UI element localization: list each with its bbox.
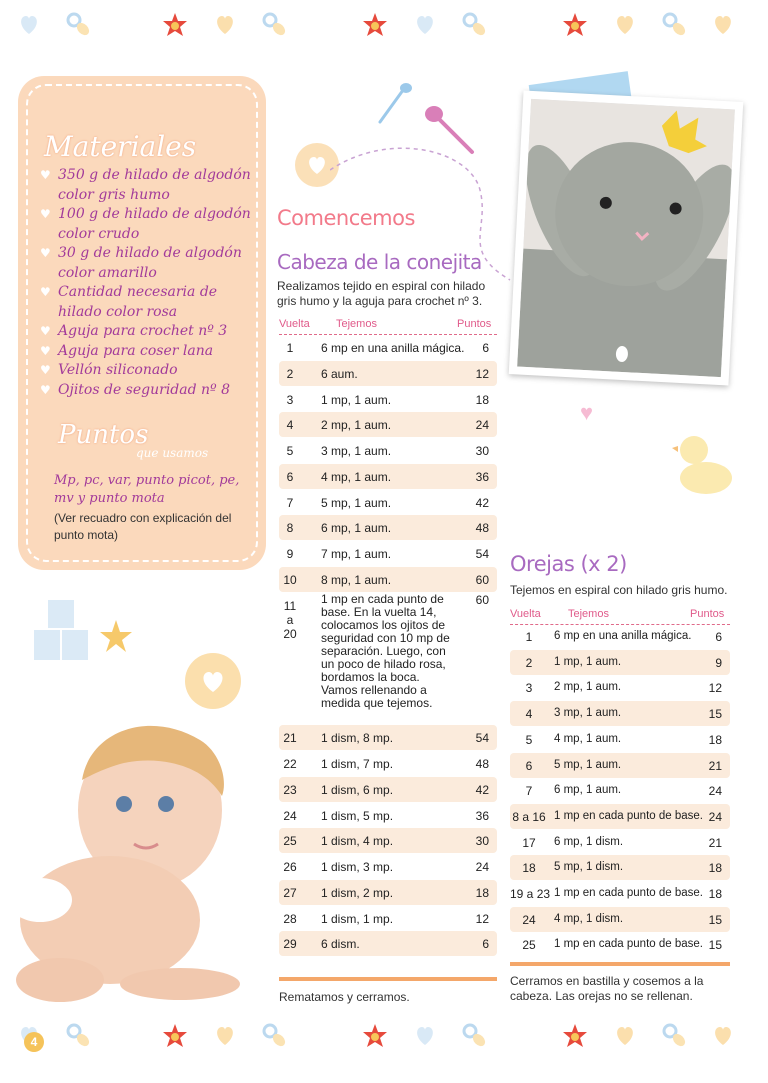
table-row — [279, 593, 497, 725]
round-cell: 10 — [283, 572, 297, 587]
stitches-cell: 42 — [475, 495, 489, 510]
material-item: ♥ Ojitos de seguridad nº 8 — [40, 381, 230, 398]
stitches-cell: 54 — [475, 547, 489, 561]
stitches-cell: 6 — [482, 341, 489, 355]
round-cell: 5 — [286, 444, 294, 458]
round-cell: 28 — [283, 911, 297, 926]
stitches-cell: 60 — [475, 572, 489, 587]
work-cell: 1 mp en cada punto de base. — [554, 809, 703, 822]
table-row — [279, 906, 497, 931]
round-cell: 3 — [525, 681, 533, 696]
table-row — [510, 881, 730, 906]
work-cell: 6 mp en una anilla mágica. — [321, 341, 465, 355]
heart-icon — [612, 1023, 638, 1049]
work-cell: 1 dism, 3 mp. — [321, 860, 394, 874]
work-cell: 3 mp, 1 aum. — [554, 707, 622, 720]
round-cell: 6 — [286, 469, 294, 484]
work-cell: 1 dism, 7 mp. — [321, 757, 394, 771]
table-row — [510, 727, 730, 752]
round-cell: 23 — [283, 782, 297, 797]
table-row — [279, 803, 497, 828]
stitches-cell: 42 — [475, 782, 489, 797]
round-cell: 1 — [286, 341, 294, 355]
page-number: 4 — [24, 1032, 44, 1052]
round-cell: 6 — [525, 758, 533, 773]
table-row — [510, 753, 730, 778]
table-row — [279, 777, 497, 802]
work-cell: 5 mp, 1 aum. — [321, 495, 392, 510]
work-cell: 1 mp en cada punto de base. — [554, 938, 703, 951]
round-cell: 9 — [286, 547, 294, 561]
heart-icon — [612, 12, 638, 38]
round-cell: 2 — [286, 366, 294, 381]
table-row — [279, 438, 497, 463]
stitches-cell: 24 — [708, 784, 722, 799]
pacifier-icon — [662, 1023, 688, 1049]
stitches-cell: 21 — [708, 758, 722, 773]
stitches-cell: 30 — [475, 444, 489, 458]
material-item: ♥ Vellón siliconado — [40, 362, 178, 378]
work-cell: 1 dism, 6 mp. — [321, 782, 394, 797]
round-cell: 24 — [283, 808, 297, 823]
work-cell: 2 mp, 1 aum. — [321, 418, 392, 433]
table-row — [279, 515, 497, 540]
round-cell: 21 — [283, 731, 297, 746]
work-cell: 4 mp, 1 dism. — [554, 912, 624, 925]
top-decoration-strip — [0, 12, 768, 56]
work-cell: 5 mp, 1 aum. — [554, 758, 622, 771]
material-item: ♥ Aguja para coser lana — [40, 342, 214, 359]
round-cell: 24 — [522, 912, 536, 927]
work-cell: 6 mp, 1 aum. — [321, 521, 392, 536]
round-cell: 26 — [283, 860, 297, 874]
work-cell: 5 mp, 1 dism. — [554, 861, 624, 874]
pacifier-icon — [262, 1023, 288, 1049]
stitches-cell: 18 — [708, 887, 722, 901]
ears-section-title: Orejas (x 2) — [510, 552, 627, 576]
material-item: ♥ 30 g de hilado de algodón color amarillo — [40, 245, 242, 281]
table-row — [510, 907, 730, 932]
stitches-cell: 48 — [475, 757, 489, 771]
table-row — [510, 701, 730, 726]
work-cell: 4 mp, 1 aum. — [321, 469, 392, 484]
material-item: ♥ 350 g de hilado de algodón color gris humo — [40, 167, 251, 203]
round-cell: 4 — [286, 418, 294, 433]
stitches-cell: 24 — [475, 860, 489, 874]
round-cell: 18 — [522, 861, 536, 876]
stitches-subtitle: que usamos — [136, 446, 209, 460]
head-section-title: Cabeza de la conejita — [277, 250, 482, 274]
star-face-icon — [362, 12, 388, 38]
stitches-cell: 12 — [475, 911, 489, 926]
stitches-cell: 18 — [475, 392, 489, 407]
table-row — [279, 931, 497, 956]
stitches-cell: 12 — [475, 366, 489, 381]
stitches-cell: 6 — [715, 630, 722, 644]
table-row — [279, 361, 497, 386]
pacifier-icon — [262, 12, 288, 38]
work-cell: 6 aum. — [321, 366, 358, 381]
work-cell: 6 dism. — [321, 937, 360, 952]
work-cell: 1 dism, 8 mp. — [321, 731, 394, 746]
heart-icon — [710, 1023, 736, 1049]
stitches-cell: 18 — [708, 732, 722, 747]
work-cell: 1 mp, 1 aum. — [554, 655, 622, 668]
pacifier-icon — [662, 12, 688, 38]
round-cell: 8 — [286, 521, 294, 536]
work-cell: 1 mp en cada punto de base. — [554, 887, 703, 899]
table-row — [510, 830, 730, 855]
table-row — [279, 541, 497, 566]
round-cell: 27 — [283, 885, 297, 900]
heart-icon — [16, 12, 42, 38]
round-cell: 17 — [522, 835, 536, 850]
star-face-icon — [562, 1023, 588, 1049]
column-header: Vuelta — [279, 318, 310, 330]
column-header: Puntos — [457, 318, 492, 330]
round-cell: 25 — [283, 834, 297, 849]
column-header: Puntos — [690, 608, 725, 620]
round-cell: 29 — [283, 937, 297, 952]
pacifier-icon — [66, 1023, 92, 1049]
round-cell: 7 — [286, 495, 294, 510]
round-cell: 8 a 16 — [512, 809, 546, 824]
material-item: ♥ Cantidad necesaria de hilado color rosa — [40, 284, 218, 320]
star-face-icon — [162, 12, 188, 38]
table-row — [510, 855, 730, 880]
heart-icon — [212, 12, 238, 38]
head-table-bottom-bar — [279, 977, 497, 981]
star-face-icon — [162, 1023, 188, 1049]
stitches-cell: 12 — [708, 681, 722, 696]
stitches-cell: 54 — [475, 731, 489, 746]
heart-icon — [412, 12, 438, 38]
pacifier-icon — [462, 1023, 488, 1049]
stitches-cell: 48 — [475, 521, 489, 536]
pacifier-icon — [66, 12, 92, 38]
stitches-note: (Ver recuadro con explicación del punto mota) — [54, 511, 232, 542]
table-row — [510, 932, 730, 957]
table-row — [279, 335, 497, 360]
work-cell: 1 mp en cada punto de base. En la vuelta 14, colocamos los ojitos de seguridad con 10 mp de separación. Luego, con un poco de hilado rosa, bordamos la boca. Vamos rellenando a medida que tejemos. — [321, 591, 450, 710]
table-row — [279, 412, 497, 437]
work-cell: 1 dism, 2 mp. — [321, 885, 394, 900]
begin-heading: Comencemos — [277, 206, 415, 230]
stitches-cell: 24 — [475, 418, 489, 433]
work-cell: 1 dism, 4 mp. — [321, 834, 394, 849]
bunny-photo — [509, 90, 744, 385]
table-row — [510, 650, 730, 675]
table-row — [279, 751, 497, 776]
table-row — [510, 624, 730, 649]
table-header — [510, 606, 730, 625]
work-cell: 7 mp, 1 aum. — [321, 547, 392, 561]
heart-icon — [710, 12, 736, 38]
pacifier-icon — [462, 12, 488, 38]
stitches-cell: 30 — [475, 834, 489, 849]
ears-table-bottom-bar — [510, 962, 730, 966]
round-cell: 22 — [283, 757, 297, 771]
round-cell: 3 — [286, 392, 294, 407]
table-row — [510, 778, 730, 803]
work-cell: 6 mp, 1 dism. — [554, 835, 624, 848]
head-closing: Rematamos y cerramos. — [279, 990, 410, 1004]
stitches-cell: 18 — [475, 885, 489, 900]
abc-blocks-icon — [32, 600, 136, 666]
round-cell: 5 — [525, 732, 533, 747]
round-cell: 4 — [525, 707, 533, 722]
table-row — [279, 880, 497, 905]
materials-title: Materiales — [44, 130, 197, 163]
table-row — [279, 464, 497, 489]
round-cell: 2 — [525, 655, 533, 670]
table-row — [510, 804, 730, 829]
round-cell: 11 a 20 — [283, 598, 297, 641]
bottom-decoration-strip — [0, 1023, 768, 1067]
material-item: ♥ Aguja para crochet nº 3 — [40, 323, 228, 339]
table-row — [279, 387, 497, 412]
column-header: Vuelta — [510, 608, 541, 620]
stitches-cell: 15 — [708, 938, 722, 953]
table-row — [279, 828, 497, 853]
work-cell: 2 mp, 1 aum. — [554, 681, 622, 694]
stitches-cell: 36 — [475, 808, 489, 823]
work-cell: 8 mp, 1 aum. — [321, 572, 392, 587]
table-header — [279, 316, 497, 335]
stitches-cell: 36 — [475, 469, 489, 484]
star-face-icon — [362, 1023, 388, 1049]
column-header: Tejemos — [568, 608, 609, 620]
table-row — [279, 567, 497, 592]
work-cell: 1 dism, 1 mp. — [321, 911, 394, 926]
material-item: ♥ 100 g de hilado de algodón color crudo — [40, 206, 251, 242]
table-row — [279, 490, 497, 515]
work-cell: 3 mp, 1 aum. — [321, 444, 392, 458]
heart-icon — [212, 1023, 238, 1049]
round-cell: 1 — [525, 630, 533, 644]
stitches-cell: 15 — [708, 707, 722, 722]
stitches-title: Puntos — [58, 420, 149, 450]
materials-box — [18, 76, 266, 570]
star-face-icon — [562, 12, 588, 38]
stitches-cell: 9 — [715, 655, 722, 670]
stitches-cell: 18 — [708, 861, 722, 876]
round-cell: 7 — [525, 784, 533, 799]
work-cell: 1 mp, 1 aum. — [321, 392, 392, 407]
round-cell: 25 — [522, 938, 536, 953]
heart-icon — [412, 1023, 438, 1049]
duck-icon — [672, 426, 734, 498]
bunny-illustration — [517, 99, 735, 377]
baby-photo — [0, 700, 262, 1012]
table-row — [279, 725, 497, 750]
work-cell: 6 mp en una anilla mágica. — [554, 630, 692, 642]
ears-closing: Cerramos en bastilla y cosemos a la cabeza. Las orejas no se rellenan. — [510, 974, 704, 1003]
head-intro: Realizamos tejido en espiral con hilado gris humo y la aguja para crochet nº 3. — [277, 279, 486, 308]
ears-intro: Tejemos en espiral con hilado gris humo. — [510, 583, 728, 597]
stitches-cell: 6 — [482, 937, 489, 952]
safety-pin-icon — [380, 83, 412, 122]
work-cell: 4 mp, 1 aum. — [554, 732, 622, 745]
heart-icon: ♥ — [580, 400, 594, 425]
stitches-text: Mp, pc, var, punto picot, pe, mv y punto mota — [54, 473, 240, 506]
work-cell: 1 dism, 5 mp. — [321, 808, 394, 823]
column-header: Tejemos — [336, 318, 377, 330]
stitches-cell: 24 — [708, 809, 722, 824]
stitches-cell: 21 — [708, 835, 722, 850]
materials-list — [40, 166, 260, 400]
table-row — [510, 675, 730, 700]
table-row — [279, 854, 497, 879]
stitches-cell: 60 — [475, 592, 489, 607]
round-cell: 19 a 23 — [510, 887, 551, 901]
work-cell: 6 mp, 1 aum. — [554, 784, 622, 797]
stitches-cell: 15 — [708, 912, 722, 927]
